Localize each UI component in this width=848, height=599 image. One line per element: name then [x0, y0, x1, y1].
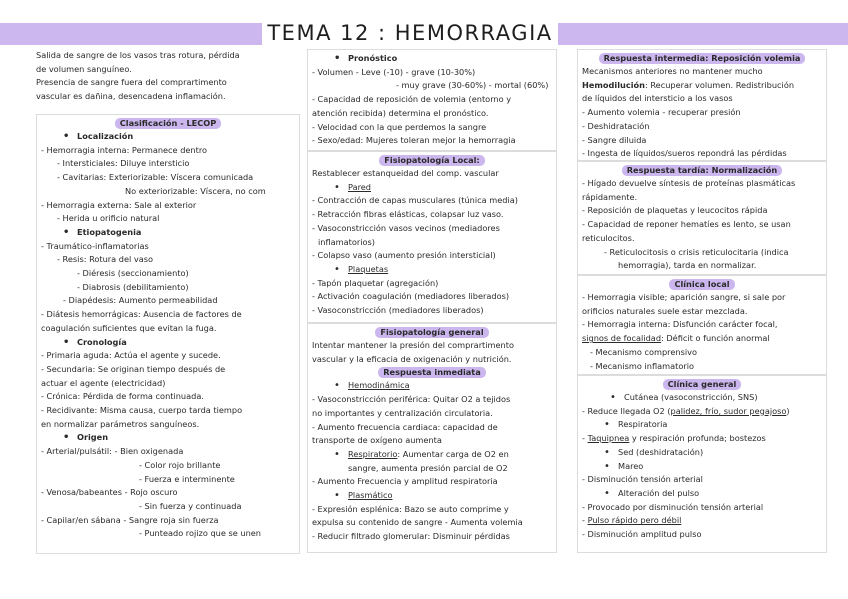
- pared-label: Pared: [348, 181, 372, 192]
- plaquetas-heading: [312, 263, 552, 277]
- list-item: - Hemorragia externa: Sale al exterior: [41, 199, 197, 210]
- list-item: - Mecanismo inflamatorio: [590, 360, 694, 371]
- list-item: Intentar mantener la presión del comprartimento: [312, 340, 514, 350]
- list-item: - Diabrosis (debilitamiento): [77, 281, 189, 292]
- pronostico-heading: • Pronóstico: [312, 52, 552, 66]
- fisio-local-header: Fisiopatología Local:: [379, 155, 484, 166]
- list-item: - Expresión esplénica: Bazo se auto comprime y: [312, 503, 509, 514]
- list-item: Mecanismos anteriores no mantener mucho: [582, 66, 763, 76]
- list-item: rápidamente.: [582, 191, 638, 202]
- list-item: - Arterial/pulsátil: - Bien oxigenada: [41, 446, 184, 457]
- clinica-general-header: Clínica general: [663, 379, 742, 390]
- list-item: • Alteración del pulso: [582, 487, 822, 501]
- clinica-local-box: [577, 275, 827, 375]
- list-item: - Aumento volemia - recuperar presión: [582, 107, 741, 118]
- list-item: - Vasoconstricción vasos vecinos (mediadores: [312, 222, 500, 233]
- lecop-box: [36, 114, 300, 554]
- signos-focalidad-label: signos de focalidad: [582, 333, 662, 344]
- intro-text: [36, 49, 300, 104]
- title-box: [262, 18, 558, 48]
- list-item: • Sed (deshidratación): [582, 446, 822, 460]
- list-item: - Ingesta de líquidos/sueros repondrá las pérdidas: [582, 148, 787, 159]
- list-item: [582, 332, 822, 346]
- list-item: - Velocidad con la que perdemos la sangre: [312, 121, 487, 132]
- clinica-general-box: [577, 375, 827, 553]
- intro-line: Presencia de sangre fuera del comprartimento: [36, 77, 227, 88]
- list-item: - Deshidratación: [582, 120, 650, 131]
- list-item: - Punteado rojizo que se unen: [139, 528, 261, 539]
- list-item: en normalizar parámetros sanguíneos.: [41, 418, 200, 429]
- list-item: - Taquipnea y respiración profunda; bostezos: [582, 433, 766, 444]
- list-item: - Vasoconstricción (mediadores liberados): [312, 305, 484, 316]
- list-item: - Color rojo brillante: [139, 459, 221, 470]
- fisio-general-box: [307, 323, 557, 553]
- lecop-header: Clasificación - LECOP: [115, 118, 221, 129]
- taquipnea-text: y respiración profunda; bostezos: [629, 433, 766, 444]
- list-item: - Fuerza e interminente: [139, 473, 235, 484]
- resp-intermedia-header: Respuesta intermedia: Reposición volemia: [599, 53, 806, 64]
- list-item: [582, 405, 822, 419]
- list-item: de líquidos del intersticio a los vasos: [582, 93, 733, 104]
- hemodinamica-heading: [312, 379, 552, 393]
- list-item: - Capacidad de reposición de volemia (entorno y: [312, 94, 512, 105]
- list-item: - Aumento frecuencia cardiaca: capacidad de: [312, 421, 498, 432]
- etiopatogenia-heading: • Etiopatogenia: [41, 226, 295, 240]
- list-item: - Activación coagulación (mediadores liberados): [312, 291, 510, 302]
- origen-heading: • Origen: [41, 431, 295, 445]
- cronologia-heading: • Cronología: [41, 336, 295, 350]
- intro-line: Salida de sangre de los vasos tras rotura, pérdida: [36, 50, 240, 60]
- list-item: vascular y la eficacia de oxigenación y nutrición.: [312, 353, 512, 364]
- list-item: - Herida u orificio natural: [57, 213, 160, 224]
- clinica-local-header: Clínica local: [669, 279, 734, 290]
- plasmatico-label: Plasmático: [348, 490, 393, 501]
- signos-focalidad-text: : Déficit o función anormal: [661, 333, 770, 344]
- list-item: - Crónica: Pérdida de forma continuada.: [41, 391, 204, 402]
- list-item: - Volumen - Leve (-10) - grave (10-30%): [312, 66, 476, 77]
- resp-intermedia-box: [577, 49, 827, 161]
- list-item: • Cutánea (vasoconstricción, SNS): [582, 391, 822, 405]
- fisio-local-box: [307, 151, 557, 323]
- list-item: - Cavitarias: Exteriorizable: Víscera comunicada: [57, 172, 254, 183]
- list-item: - Capilar/en sábana - Sangre roja sin fuerza: [41, 514, 219, 525]
- list-item: - Vasoconstricción periférica: Quitar O2 a tejidos: [312, 394, 511, 405]
- list-item: sangre, aumenta presión parcial de O2: [348, 462, 508, 473]
- plasmatico-heading: [312, 489, 552, 503]
- list-item: - Primaria aguda: Actúa el agente y sucede.: [41, 350, 221, 361]
- list-item: - Contracción de capas musculares (túnica media): [312, 195, 518, 206]
- list-item: - Aumento Frecuencia y amplitud respiratoria: [312, 476, 498, 487]
- list-item: no importantes y centralización circulatoria.: [312, 407, 493, 418]
- respiratorio-text: : Aumentar carga de O2 en: [397, 448, 509, 459]
- intro-line: vascular es dañina, desencadena inflamación.: [36, 91, 226, 102]
- list-item: - Disminución tensión arterial: [582, 474, 703, 485]
- hemodilucion-label: Hemodilución: [582, 79, 645, 90]
- list-item: - Hemorragia interna: Permanece dentro: [41, 144, 208, 155]
- list-item: - muy grave (30-60%) - mortal (60%): [396, 80, 549, 91]
- list-item: - Recidivante: Misma causa, cuerpo tarda tiempo: [41, 405, 243, 416]
- o2-underlined: palidez, frío, sudor pegajoso: [670, 405, 787, 416]
- intro-line: de volumen sanguíneo.: [36, 63, 132, 74]
- list-item: - Resis: Rotura del vaso: [57, 254, 154, 265]
- resp-inmediata-header: Respuesta inmediata: [378, 367, 486, 378]
- list-item: - Traumático-inflamatorias: [41, 240, 149, 251]
- list-item: atención recibida) determina el pronóstico.: [312, 107, 489, 118]
- plaquetas-label: Plaquetas: [348, 263, 389, 274]
- hemodilucion-text: : Recuperar volumen. Redistribución: [644, 79, 795, 90]
- list-item: coagulación suficientes que evitan la fuga.: [41, 322, 217, 333]
- respiratorio-label: Respiratorio: [348, 448, 398, 459]
- resp-tardia-header: Respuesta tardía: Normalización: [622, 165, 783, 176]
- list-item: - Intersticiales: Diluye intersticio: [57, 158, 190, 169]
- list-item: - Diátesis hemorrágicas: Ausencia de factores de: [41, 309, 242, 320]
- list-item: - Sangre diluida: [582, 134, 647, 145]
- list-item: - Diapédesis: Aumento permeabilidad: [63, 295, 218, 306]
- localizacion-heading: • Localización: [41, 130, 295, 144]
- list-item: - Sexo/edad: Mujeres toleran mejor la hemorragia: [312, 135, 516, 146]
- list-item: - Reducir filtrado glomerular: Disminuir pérdidas: [312, 531, 510, 542]
- list-item: - Venosa/babeantes - Rojo oscuro: [41, 487, 178, 498]
- list-item: - Hígado devuelve síntesis de proteínas plasmáticas: [582, 178, 796, 188]
- pronostico-box: [307, 49, 557, 151]
- o2-prefix: - Reduce llegada O2 (: [582, 405, 671, 416]
- list-item: hemorragia), tarda en normalizar.: [618, 260, 757, 271]
- hemodinamica-label: Hemodinámica: [348, 380, 410, 391]
- resp-tardia-box: [577, 161, 827, 275]
- list-item: - Reticulocitosis o crisis reticulocitaria (indica: [604, 246, 789, 257]
- list-item: • Mareo: [582, 460, 822, 474]
- list-item: - Reposición de plaquetas y leucocitos rápida: [582, 205, 768, 216]
- list-item: • Respiratoria: [582, 418, 822, 432]
- o2-suffix: ): [786, 405, 790, 416]
- list-item: - Pulso rápido pero débil: [582, 515, 682, 526]
- list-item: - Retracción fibras elásticas, colapsar luz vaso.: [312, 209, 504, 220]
- page-title: TEMA 12 : HEMORRAGIA: [267, 21, 553, 45]
- list-item: - Hemorragia interna: Disfunción carácter focal,: [582, 319, 778, 330]
- fisio-general-header: Fisiopatología general: [375, 327, 488, 338]
- list-item: - Secundaria: Se originan tiempo después de: [41, 363, 226, 374]
- list-item: expulsa su contenido de sangre - Aumenta volemia: [312, 517, 523, 528]
- list-item: Restablecer estanqueidad del comp. vascular: [312, 168, 499, 178]
- list-item: - Diéresis (seccionamiento): [77, 268, 189, 279]
- list-item: - Provocado por disminución tensión arterial: [582, 501, 764, 512]
- list-item: reticulocitos.: [582, 232, 635, 243]
- list-item: - Hemorragia visible; aparición sangre, si sale por: [582, 292, 786, 302]
- pulso-rapido-label: Pulso rápido pero débil: [587, 515, 682, 526]
- list-item: - Capacidad de reponer hematíes es lento, se usan: [582, 219, 791, 230]
- list-item: inflamatorios): [318, 236, 375, 247]
- list-item: actuar el agente (electricidad): [41, 377, 166, 388]
- list-item: transporte de oxígeno aumenta: [312, 435, 442, 446]
- list-item: No exteriorizable: Víscera, no com: [125, 185, 266, 196]
- list-item: - Sin fuerza y continuada: [139, 500, 242, 511]
- taquipnea-label: Taquipnea: [587, 433, 630, 444]
- list-item: - Tapón plaquetar (agregación): [312, 277, 439, 288]
- respiratorio-item: [312, 448, 552, 462]
- list-item: - Colapso vaso (aumento presión intersticial): [312, 250, 496, 261]
- list-item: orificios naturales suele estar mezclada.: [582, 305, 748, 316]
- list-item: - Mecanismo comprensivo: [590, 346, 697, 357]
- list-item: - Disminución amplitud pulso: [582, 529, 702, 540]
- pared-heading: [312, 181, 552, 195]
- list-item: [582, 79, 822, 93]
